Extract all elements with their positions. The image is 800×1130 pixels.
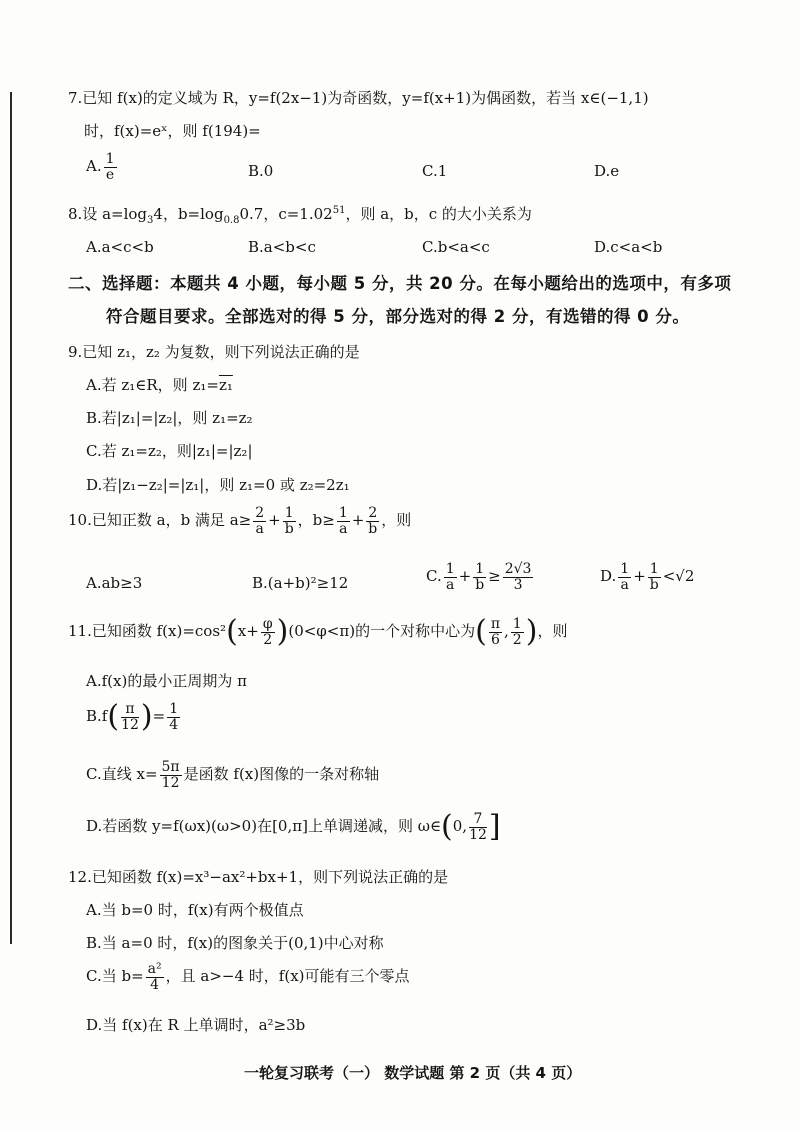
q11-option-c bbox=[86, 760, 379, 790]
fraction-numerator: 1 bbox=[445, 561, 455, 577]
q8-exponent-c: 51 bbox=[332, 205, 346, 216]
fraction-denominator: 4 bbox=[150, 976, 160, 993]
q10-stem-text: 10.已知正数 a，b 满足 a≥ bbox=[68, 511, 252, 530]
q11-option-d bbox=[86, 809, 501, 845]
q8-option-b: B.a<b<c bbox=[248, 238, 316, 256]
q11-stem-text: (0<φ<π)的一个对称中心为 bbox=[288, 622, 476, 641]
q7-option-c: C.1 bbox=[422, 162, 448, 180]
q12-option-c bbox=[86, 962, 410, 992]
interval-start: 0, bbox=[452, 817, 468, 836]
fraction-denominator: b bbox=[284, 520, 294, 537]
q8-log-base-b: 0.8 bbox=[223, 215, 240, 226]
fraction bbox=[261, 617, 275, 647]
q10-stem-text: ，则 bbox=[381, 511, 412, 530]
fraction-numerator: 1 bbox=[620, 561, 630, 577]
q8-stem-part: ，则 a，b，c 的大小关系为 bbox=[345, 205, 532, 223]
fraction-numerator: 2√3 bbox=[504, 561, 532, 577]
bracket-close: ] bbox=[488, 809, 501, 845]
fraction-denominator: 4 bbox=[169, 716, 179, 733]
q10-option-d bbox=[600, 562, 694, 592]
paren-open: ( bbox=[107, 699, 120, 735]
fraction-denominator: 12 bbox=[121, 716, 139, 733]
fraction bbox=[648, 562, 661, 592]
q9-option-a-text: A.若 z₁∈R，则 z₁= bbox=[86, 376, 219, 394]
page-margin-line bbox=[10, 92, 12, 944]
paren-close: ) bbox=[525, 614, 538, 650]
fraction-denominator: 3 bbox=[513, 576, 523, 593]
q12-option-c-text: ，且 a>−4 时，f(x)可能有三个零点 bbox=[165, 967, 410, 986]
q10-stem bbox=[68, 506, 411, 536]
fraction-denominator: a bbox=[446, 576, 455, 593]
q8-stem-part: 0.7，c=1.02 bbox=[239, 205, 333, 223]
q10-stem-text: ，b≥ bbox=[297, 511, 335, 530]
q10-option-d-label: D. bbox=[600, 567, 617, 586]
fraction-numerator: 1 bbox=[512, 616, 522, 632]
equals-sign: = bbox=[152, 707, 166, 726]
plus-sign: + bbox=[633, 567, 646, 586]
q9-option-d: D.若|z₁−z₂|=|z₁|，则 z₁=0 或 z₂=2z₁ bbox=[86, 476, 350, 494]
fraction-numerator: 1 bbox=[169, 701, 179, 717]
fraction bbox=[503, 562, 534, 592]
fraction bbox=[160, 760, 182, 790]
paren-open: ( bbox=[475, 614, 487, 650]
fraction bbox=[121, 702, 139, 732]
q7-stem-line2: 时，f(x)=eˣ，则 f(194)= bbox=[84, 122, 261, 140]
fraction bbox=[489, 617, 502, 647]
fraction-numerator: 2 bbox=[255, 505, 265, 521]
q11-stem bbox=[68, 614, 568, 650]
fraction-denominator: 2 bbox=[512, 631, 522, 648]
fraction-numerator: 1 bbox=[475, 561, 485, 577]
fraction-numerator: 1 bbox=[105, 151, 115, 167]
fraction bbox=[337, 506, 350, 536]
fraction-denominator: b bbox=[475, 576, 485, 593]
q12-option-b: B.当 a=0 时，f(x)的图象关于(0,1)中心对称 bbox=[86, 934, 384, 952]
q7-option-a-label: A. bbox=[86, 157, 102, 176]
q7-option-a-fraction bbox=[104, 152, 117, 182]
fraction bbox=[618, 562, 631, 592]
q7-stem-line1: 7.已知 f(x)的定义域为 R，y=f(2x−1)为奇函数，y=f(x+1)为偶函数，若当 x∈(−1,1) bbox=[68, 89, 649, 107]
fraction-numerator: a² bbox=[147, 961, 162, 977]
fraction-numerator: 5π bbox=[161, 759, 180, 775]
q7-option-a bbox=[86, 152, 119, 182]
section-2-heading-line1: 二、选择题：本题共 4 小题，每小题 5 分，共 20 分。在每小题给出的选项中，有多项 bbox=[68, 274, 732, 293]
q10-option-c-label: C. bbox=[426, 567, 442, 586]
q11-option-a: A.f(x)的最小正周期为 π bbox=[86, 672, 247, 690]
q11-option-d-text: D.若函数 y=f(ωx)(ω>0)在[0,π]上单调递减，则 ω∈ bbox=[86, 817, 442, 836]
fraction-numerator: 1 bbox=[649, 561, 659, 577]
fraction bbox=[444, 562, 457, 592]
fraction-numerator: 1 bbox=[284, 505, 294, 521]
q11-option-c-text: 是函数 f(x)图像的一条对称轴 bbox=[183, 765, 380, 784]
fraction-numerator: φ bbox=[262, 616, 273, 632]
plus-sign: + bbox=[351, 511, 365, 530]
fraction bbox=[511, 617, 524, 647]
q9-option-a bbox=[86, 374, 233, 395]
fraction-denominator: 2 bbox=[263, 631, 273, 648]
fraction bbox=[473, 562, 486, 592]
fraction bbox=[253, 506, 266, 536]
fraction-numerator: 1 bbox=[338, 505, 348, 521]
section-2-heading-line2: 符合题目要求。全部选对的得 5 分，部分选对的得 2 分，有选错的得 0 分。 bbox=[106, 307, 690, 326]
fraction-denominator: a bbox=[620, 576, 629, 593]
q10-option-d-tail: <√2 bbox=[662, 567, 695, 586]
q9-option-b: B.若|z₁|=|z₂|，则 z₁=z₂ bbox=[86, 409, 253, 427]
q8-option-a: A.a<c<b bbox=[86, 238, 154, 256]
comma: , bbox=[504, 622, 509, 641]
fraction bbox=[283, 506, 296, 536]
q10-option-b: B.(a+b)²≥12 bbox=[252, 574, 349, 592]
paren-close: ) bbox=[140, 699, 153, 735]
q9-option-a-conjugate: z₁ bbox=[218, 376, 233, 394]
page-footer: 一轮复习联考（一） 数学试题 第 2 页（共 4 页） bbox=[244, 1064, 582, 1082]
q11-option-b-label: B.f bbox=[86, 707, 108, 726]
fraction-denominator: b bbox=[649, 576, 659, 593]
q8-stem-part: 4，b=log bbox=[153, 205, 224, 223]
q10-option-c bbox=[426, 562, 535, 592]
q8-option-c: C.b<a<c bbox=[422, 238, 490, 256]
ge-sign: ≥ bbox=[488, 567, 501, 586]
q8-stem-part: 8.设 a=log bbox=[68, 205, 148, 223]
paren-close: ) bbox=[276, 614, 289, 650]
q10-option-a: A.ab≥3 bbox=[86, 574, 143, 592]
fraction-denominator: e bbox=[105, 166, 115, 183]
plus-sign: + bbox=[458, 567, 472, 586]
fraction bbox=[146, 962, 164, 992]
fraction-numerator: 7 bbox=[469, 812, 487, 828]
q11-stem-text: 11.已知函数 f(x)=cos² bbox=[68, 622, 227, 641]
q9-stem: 9.已知 z₁，z₂ 为复数，则下列说法正确的是 bbox=[68, 343, 360, 361]
q11-option-c-text: C.直线 x= bbox=[86, 765, 158, 784]
q12-option-c-text: C.当 b= bbox=[86, 967, 144, 986]
q12-option-a: A.当 b=0 时，f(x)有两个极值点 bbox=[86, 901, 304, 919]
fraction-denominator: a bbox=[339, 520, 348, 537]
q8-option-d: D.c<a<b bbox=[594, 238, 663, 256]
paren-open: ( bbox=[226, 614, 238, 650]
q12-option-d: D.当 f(x)在 R 上单调时，a²≥3b bbox=[86, 1016, 306, 1034]
q8-stem bbox=[68, 203, 532, 226]
plus-sign: + bbox=[268, 511, 281, 530]
q12-stem: 12.已知函数 f(x)=x³−ax²+bx+1，则下列说法正确的是 bbox=[68, 868, 449, 886]
q9-option-c: C.若 z₁=z₂，则|z₁|=|z₂| bbox=[86, 442, 253, 460]
fraction-denominator: a bbox=[255, 520, 264, 537]
fraction-numerator: π bbox=[490, 616, 501, 632]
fraction-numerator: π bbox=[121, 702, 139, 718]
fraction-numerator: 2 bbox=[368, 505, 378, 521]
q11-option-b bbox=[86, 699, 182, 735]
paren-open: ( bbox=[441, 809, 453, 845]
q11-inner-x: x+ bbox=[237, 622, 259, 641]
fraction-denominator: 12 bbox=[161, 774, 180, 791]
q7-option-b: B.0 bbox=[248, 162, 274, 180]
q11-stem-text: ，则 bbox=[537, 622, 568, 641]
fraction bbox=[469, 812, 487, 842]
fraction bbox=[167, 702, 180, 732]
fraction-denominator: b bbox=[368, 520, 378, 537]
fraction-denominator: 6 bbox=[490, 631, 500, 648]
fraction bbox=[366, 506, 379, 536]
q8-log-base-a: 3 bbox=[147, 215, 154, 226]
fraction-denominator: 12 bbox=[469, 826, 487, 843]
q7-option-d: D.e bbox=[594, 162, 620, 180]
